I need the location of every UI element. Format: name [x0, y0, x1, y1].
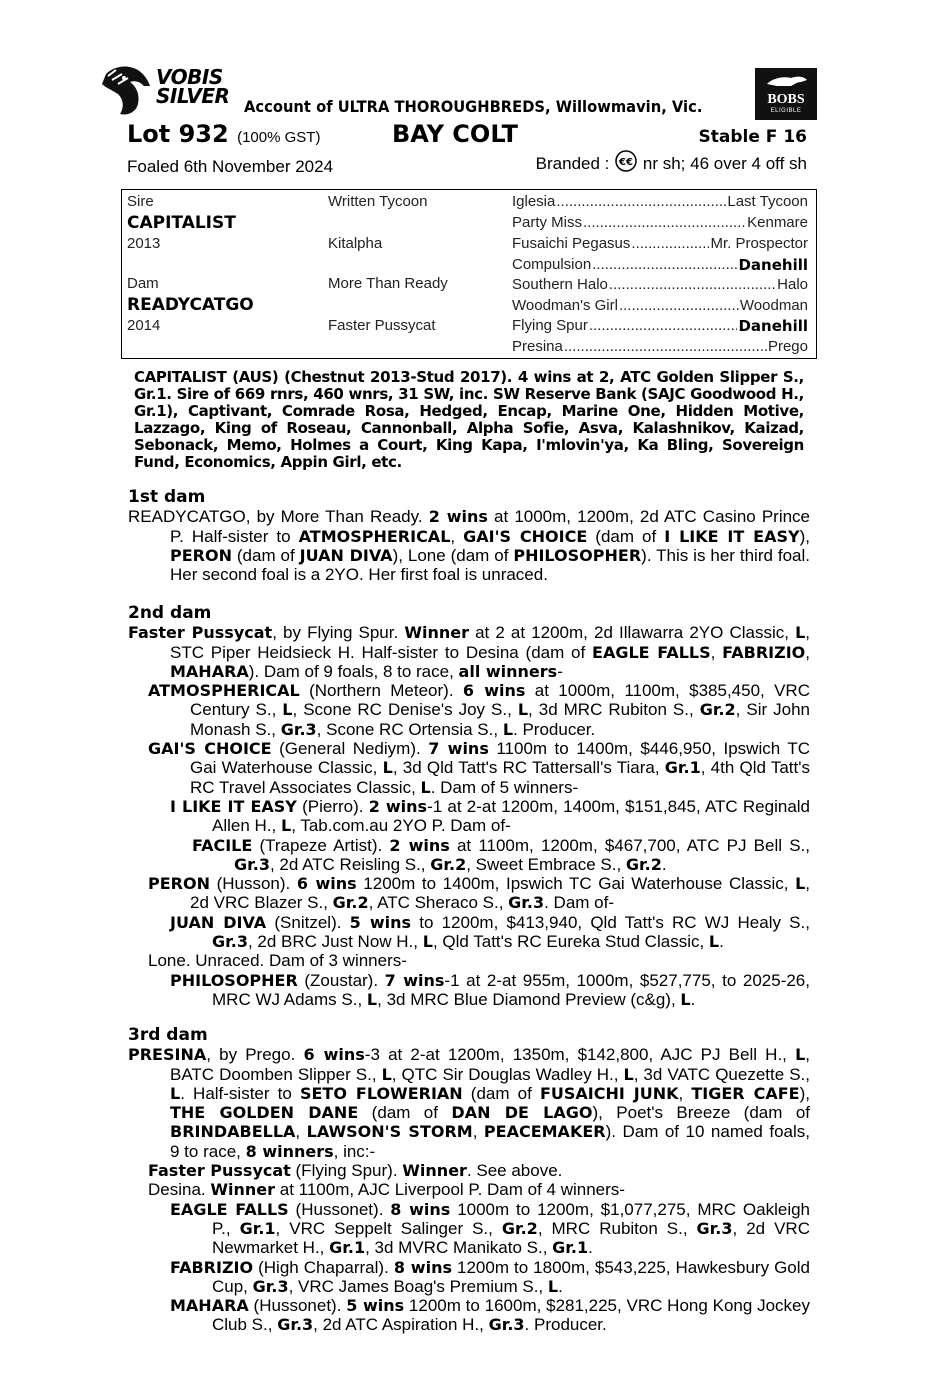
bold-text: L: [422, 932, 433, 952]
bold-text: L: [170, 1083, 181, 1103]
bold-text: MAHARA: [170, 1296, 249, 1316]
gg-left: Woodman's Girl: [512, 297, 618, 314]
text: at 1100m, 1200m, $467,700, ATC PJ Bell S.,: [449, 835, 810, 855]
text: ,: [472, 1122, 484, 1142]
dam-year: 2014: [127, 317, 161, 334]
text: (dam of: [462, 1083, 540, 1103]
catalogue-entry: [128, 913, 810, 952]
bold-text: 8 wins: [390, 1199, 451, 1219]
catalogue-entry: [128, 623, 810, 681]
text: (Snitzel).: [266, 912, 350, 932]
bold-text: Winner: [404, 623, 469, 643]
horse-head-icon: [100, 64, 156, 116]
logo-line-2: SILVER: [156, 84, 230, 108]
gg-left: Party Miss: [512, 214, 583, 231]
gg-left: Flying Spur: [512, 317, 588, 334]
bold-text: L: [282, 700, 293, 720]
bobs-eligible-logo: [755, 68, 817, 120]
bobs-logo-sub: ELIGIBLE: [770, 108, 802, 114]
bold-text: FUSAICHI JUNK: [539, 1083, 679, 1103]
text: ). Dam of 10 named foals, 9 to race,: [170, 1122, 811, 1161]
text: , 2d VRC Blazer S.,: [190, 874, 810, 913]
gg-right: Danehill: [738, 317, 808, 335]
foaled-date: Foaled 6th November 2024: [127, 157, 334, 176]
bold-text: I LIKE IT EASY: [664, 526, 800, 546]
dam-label: Dam: [127, 275, 159, 292]
text: , 3d MRC Rubiton S.,: [528, 700, 700, 720]
catalogue-entry: [128, 836, 810, 875]
catalogue-entry: [128, 507, 810, 584]
gg-left: Presina: [512, 338, 563, 355]
logo-line-1: VOBIS: [156, 65, 223, 89]
third-dam-body: [128, 1045, 810, 1334]
bold-text: L: [517, 700, 529, 720]
text: ). Dam of 9 foals, 8 to race,: [248, 661, 459, 681]
text: READYCATGO, by More Than Ready.: [128, 507, 429, 527]
second-dam-section: [128, 604, 810, 1009]
catalogue-entry: [128, 971, 810, 1010]
pedigree-table: [121, 189, 817, 359]
bold-text: Gr.3: [696, 1218, 733, 1238]
dot-leader: [589, 317, 738, 335]
bobs-logo-text: BOBS: [767, 92, 805, 107]
text: , STC Piper Heidsieck H. Half-sister to Desina (dam of: [170, 623, 810, 662]
lot-number: [127, 120, 320, 148]
text: .: [588, 1238, 593, 1258]
sire-name: CAPITALIST: [127, 213, 236, 233]
pedigree-gg-row: [512, 276, 808, 293]
bold-text: L: [795, 1045, 806, 1065]
account-line: Account of ULTRA THOROUGHBREDS, Willowmavin, Vic.: [244, 97, 703, 116]
text: -1 at 2-at 955m, 1000m, $527,775, to 2025-26, MRC WJ Adams S.,: [212, 970, 810, 1009]
bold-text: Gr.3: [252, 1276, 289, 1296]
stable-location: Stable F 16: [698, 127, 807, 147]
bold-text: SETO FLOWERIAN: [299, 1083, 463, 1103]
pedigree-gg-row: [512, 214, 808, 231]
pedigree-gg-row: [512, 297, 808, 314]
bold-text: Gr.2: [625, 854, 662, 874]
text: , VRC Seppelt Salinger S.,: [275, 1218, 502, 1238]
dam-sire: More Than Ready: [328, 275, 448, 292]
text: , Sweet Embrace S.,: [466, 854, 626, 874]
second-dam-body: [128, 623, 810, 1009]
bold-text: Gr.1: [239, 1218, 276, 1238]
bold-text: L: [382, 758, 393, 778]
text: . Dam of 5 winners-: [430, 777, 579, 797]
bold-text: 7 wins: [384, 970, 445, 990]
vobis-silver-wordmark: [156, 65, 230, 108]
text: (dam of: [358, 1103, 452, 1123]
bold-text: 6 wins: [296, 874, 357, 894]
bold-text: JUAN DIVA: [299, 545, 393, 565]
gg-right: Kenmare: [747, 214, 808, 231]
dot-leader: [583, 214, 746, 231]
gg-right: Danehill: [738, 256, 808, 274]
text: (dam of: [587, 526, 665, 546]
text: -: [557, 661, 563, 681]
text: -3 at 2-at 1200m, 1350m, $142,800, AJC PJ Bell H.,: [364, 1045, 796, 1065]
bold-text: Gr.2: [332, 893, 369, 913]
bold-text: Gr.1: [552, 1238, 589, 1258]
bold-text: PHILOSOPHER: [170, 970, 298, 990]
text: ,: [678, 1083, 692, 1103]
lot-label: Lot 932: [127, 120, 229, 148]
brand-mark-icon: [614, 150, 638, 172]
bold-text: L: [623, 1064, 634, 1084]
sire-sire: Written Tycoon: [328, 193, 428, 210]
bold-text: 2 wins: [389, 835, 450, 855]
gg-right: Woodman: [739, 297, 808, 314]
gg-left: Fusaichi Pegasus: [512, 235, 631, 252]
text: at 2 at 1200m, 2d Illawarra 2YO Classic,: [468, 623, 796, 643]
catalogue-entry: [128, 1258, 810, 1297]
text: -1 at 2-at 1200m, 1400m, $151,845, ATC Reginald Allen H.,: [212, 796, 811, 836]
bold-text: Gr.3: [280, 719, 317, 739]
bold-text: L: [420, 777, 431, 797]
bold-text: 8 winners: [245, 1141, 334, 1161]
text: , ATC Sheraco S.,: [368, 893, 509, 913]
bold-text: 5 wins: [346, 1296, 405, 1316]
text: .: [690, 989, 696, 1009]
bold-text: L: [680, 989, 691, 1009]
text: ,: [710, 642, 723, 662]
text: Desina.: [148, 1180, 211, 1200]
bold-text: THE GOLDEN DANE: [170, 1103, 359, 1123]
gg-right: Prego: [767, 338, 808, 355]
catalogue-entry: [128, 951, 810, 970]
bold-text: FACILE: [192, 835, 253, 855]
catalogue-entry: [128, 681, 810, 739]
text: , 3d MRC Blue Diamond Preview (c&g),: [377, 989, 681, 1009]
text: (Pierro).: [296, 796, 369, 816]
bold-text: LAWSON'S STORM: [306, 1122, 473, 1142]
sire-summary: CAPITALIST (AUS) (Chestnut 2013-Stud 2017). 4 wins at 2, ATC Golden Slipper S., Gr.1. Sire of 669 rnrs, 460 wnrs, 31 SW, inc. SW Reserve Bank (SAJC Goodwood H., Gr.1), Captivant, Comrade Rosa, Hedged, Encap, Marine One, Hidden Motive, Lazzago, King of Roseau, Cannonball, Alpha Sofie, Asva, Kalashnikov, Kaizad, Sebonack, Memo, Holmes a Court, King Kapa, I'mlovin'ya, Ka Bling, Sovereign Fund, Economics, Appin Girl, etc.: [134, 368, 804, 471]
text: , QTC Sir Douglas Wadley H.,: [391, 1064, 624, 1084]
bold-text: Gr.1: [329, 1238, 366, 1258]
catalogue-entry: [128, 1180, 810, 1199]
catalogue-entry: [128, 1161, 810, 1180]
catalogue-entry: [128, 874, 810, 913]
text: , 3d Qld Tatt's RC Tattersall's Tiara,: [392, 758, 665, 778]
text: 1200m to 1400m, Ipswich TC Gai Waterhouse Classic,: [356, 874, 796, 894]
brand-suffix: nr sh; 46 over 4 off sh: [642, 154, 807, 173]
text: , Scone RC Denise's Joy S.,: [292, 700, 518, 720]
pedigree-gg-row: [512, 235, 808, 252]
text: , 4th Qld Tatt's RC Travel Associates Classic,: [190, 758, 810, 797]
bold-text: DAN DE LAGO: [451, 1103, 593, 1123]
text: (dam of: [231, 545, 300, 565]
catalogue-entry: [128, 1045, 810, 1161]
text: .: [719, 932, 724, 952]
text: , 2d BRC Just Now H.,: [247, 932, 423, 952]
bold-text: Gr.1: [664, 758, 701, 778]
bold-text: Gr.2: [501, 1218, 538, 1238]
bold-text: Gr.2: [430, 854, 467, 874]
bold-text: GAI'S CHOICE: [463, 526, 588, 546]
sire-label: Sire: [127, 193, 154, 210]
text: , Qld Tatt's RC Eureka Stud Classic,: [432, 932, 709, 952]
catalogue-entry: [128, 1200, 810, 1258]
text: ), Lone (dam of: [392, 545, 514, 565]
bold-text: EAGLE FALLS: [170, 1199, 289, 1219]
text: , 3d VATC Quezette S.,: [633, 1064, 811, 1084]
text: , Scone RC Ortensia S.,: [316, 719, 503, 739]
text: , 3d MVRC Manikato S.,: [365, 1238, 553, 1258]
text: 1200m to 1600m, $281,225, VRC Hong Kong Jockey Club S.,: [212, 1296, 810, 1335]
text: , 2d ATC Reisling S.,: [269, 854, 431, 874]
gg-left: Compulsion: [512, 256, 592, 273]
pedigree-gg-row: [512, 256, 808, 274]
text: ,: [450, 526, 464, 546]
text: (Northern Meteor).: [299, 681, 463, 701]
bold-text: 6 wins: [462, 681, 526, 701]
bold-text: Winner: [210, 1180, 276, 1200]
bold-text: Gr.2: [699, 700, 736, 720]
bold-text: MAHARA: [170, 661, 249, 681]
text: (Hussonet).: [288, 1199, 391, 1219]
dot-leader: [631, 235, 709, 252]
text: , Sir John Monash S.,: [190, 700, 810, 739]
text: (Flying Spur).: [290, 1161, 403, 1181]
gst-note: (100% GST): [237, 129, 321, 146]
first-dam-heading: 1st dam: [128, 487, 206, 507]
first-dam-section: [128, 488, 810, 584]
bold-text: 6 wins: [303, 1045, 365, 1065]
bold-text: Gr.3: [277, 1315, 314, 1335]
text: 1100m to 1400m, $446,950, Ipswich TC Gai Waterhouse Classic,: [190, 739, 811, 778]
bold-text: FABRIZIO: [722, 642, 806, 662]
bold-text: FABRIZIO: [170, 1257, 254, 1277]
bold-text: ATMOSPHERICAL: [298, 526, 451, 546]
bold-text: L: [280, 816, 292, 836]
bold-text: PEACEMAKER: [483, 1122, 606, 1142]
text: ,: [295, 1122, 307, 1142]
text: . See above.: [466, 1161, 563, 1181]
bold-text: 2 wins: [428, 507, 488, 527]
bobs-horse-icon: [755, 70, 817, 94]
dot-leader: [556, 193, 726, 210]
dam-dam: Faster Pussycat: [328, 317, 436, 334]
text: (High Chaparral).: [253, 1257, 394, 1277]
text: 1200m to 1800m, $543,225, Hawkesbury Gold Cup,: [212, 1257, 810, 1296]
bold-text: L: [502, 719, 514, 739]
text: at 1100m, AJC Liverpool P. Dam of 4 winners-: [275, 1180, 625, 1200]
bold-text: Gr.3: [508, 893, 545, 913]
text: .: [661, 854, 667, 874]
gg-right: Last Tycoon: [727, 193, 808, 210]
first-dam-body: [128, 507, 810, 584]
bold-text: L: [547, 1276, 559, 1296]
text: at 1000m, 1100m, $385,450, VRC Century S.,: [190, 681, 810, 720]
sire-year: 2013: [127, 235, 161, 252]
brand-line: [536, 150, 807, 174]
dot-leader: [592, 256, 737, 274]
bold-text: 7 wins: [428, 739, 489, 759]
pedigree-gg-row: [512, 338, 808, 355]
pedigree-gg-row: [512, 193, 808, 210]
catalogue-entry: [128, 1296, 810, 1335]
text: (Zoustar).: [297, 970, 385, 990]
bold-text: L: [795, 874, 806, 894]
text: . Half-sister to: [180, 1083, 300, 1103]
bold-text: 8 wins: [393, 1257, 452, 1277]
bold-text: PERON: [148, 874, 210, 894]
bold-text: L: [795, 623, 806, 643]
bold-text: L: [366, 989, 378, 1009]
text: . Producer.: [513, 719, 596, 739]
dot-leader: [564, 338, 767, 355]
text: , BATC Doomben Slipper S.,: [170, 1045, 810, 1084]
bold-text: Gr.3: [212, 932, 248, 952]
text: , 2d ATC Aspiration H.,: [313, 1315, 489, 1335]
bold-text: 5 wins: [349, 912, 412, 932]
text: , VRC James Boag's Premium S.,: [288, 1276, 548, 1296]
bold-text: Gr.3: [488, 1315, 525, 1335]
text: (Trapeze Artist).: [252, 835, 390, 855]
pedigree-gg-row: [512, 317, 808, 335]
text: . Producer.: [524, 1315, 607, 1335]
bold-text: PHILOSOPHER: [513, 545, 642, 565]
gg-right: Mr. Prospector: [710, 235, 808, 252]
text: ,: [805, 642, 811, 662]
bold-text: GAI'S CHOICE: [148, 739, 272, 759]
bold-text: PERON: [170, 545, 232, 565]
bold-text: Faster Pussycat: [128, 623, 273, 643]
text: (Hussonet).: [248, 1296, 347, 1316]
dam-name: READYCATGO: [127, 295, 254, 315]
bold-text: L: [708, 932, 720, 952]
text: , by Flying Spur.: [272, 623, 405, 643]
text: ). This is her third foal. Her second foal is a 2YO. Her first foal is unraced.: [170, 545, 810, 585]
text: (Husson).: [209, 874, 297, 894]
text: Lone. Unraced. Dam of 3 winners-: [148, 951, 407, 971]
text: . Dam of-: [544, 893, 615, 913]
svg-text:€€: €€: [619, 157, 634, 168]
second-dam-heading: 2nd dam: [128, 603, 212, 623]
text: , by Prego.: [206, 1045, 304, 1065]
bold-text: JUAN DIVA: [170, 912, 267, 932]
text: ),: [799, 526, 810, 546]
text: (General Nediym).: [271, 739, 429, 759]
text: to 1200m, $413,940, Qld Tatt's RC WJ Healy S.,: [411, 912, 810, 932]
text: at 1000m, 1200m, 2d ATC Casino Prince P. Half-sister to: [170, 507, 811, 546]
text: , Tab.com.au 2YO P. Dam of-: [291, 816, 511, 836]
dot-leader: [609, 276, 776, 293]
brand-prefix: Branded :: [535, 154, 610, 173]
bold-text: L: [381, 1064, 392, 1084]
text: , MRC Rubiton S.,: [537, 1218, 697, 1238]
third-dam-section: [128, 1026, 810, 1335]
bold-text: TIGER CAFE: [691, 1083, 800, 1103]
gg-left: Southern Halo: [512, 276, 608, 293]
bold-text: ATMOSPHERICAL: [148, 681, 300, 701]
text: , 2d VRC Newmarket H.,: [212, 1218, 810, 1258]
bold-text: Winner: [402, 1161, 467, 1181]
text: 1000m to 1200m, $1,077,275, MRC Oakleigh P.,: [212, 1199, 811, 1238]
text: ), Poet's Breeze (dam of: [592, 1103, 810, 1123]
sire-dam: Kitalpha: [328, 235, 383, 252]
third-dam-heading: 3rd dam: [128, 1025, 208, 1045]
text: , inc:-: [333, 1141, 376, 1161]
bold-text: Gr.3: [234, 854, 270, 874]
bold-text: 2 wins: [368, 796, 428, 816]
catalogue-entry: [128, 797, 810, 836]
gg-right: Halo: [777, 276, 808, 293]
bold-text: I LIKE IT EASY: [170, 796, 297, 816]
gg-left: Iglesia: [512, 193, 556, 210]
catalogue-entry: [128, 739, 810, 797]
dot-leader: [619, 297, 739, 314]
bold-text: BRINDABELLA: [170, 1122, 296, 1142]
page-title: BAY COLT: [392, 120, 519, 148]
text: ),: [799, 1083, 810, 1103]
bold-text: PRESINA: [128, 1045, 207, 1065]
bold-text: EAGLE FALLS: [592, 642, 711, 662]
bold-text: Faster Pussycat: [148, 1161, 291, 1181]
text: .: [558, 1276, 563, 1296]
bold-text: all winners: [458, 661, 558, 681]
